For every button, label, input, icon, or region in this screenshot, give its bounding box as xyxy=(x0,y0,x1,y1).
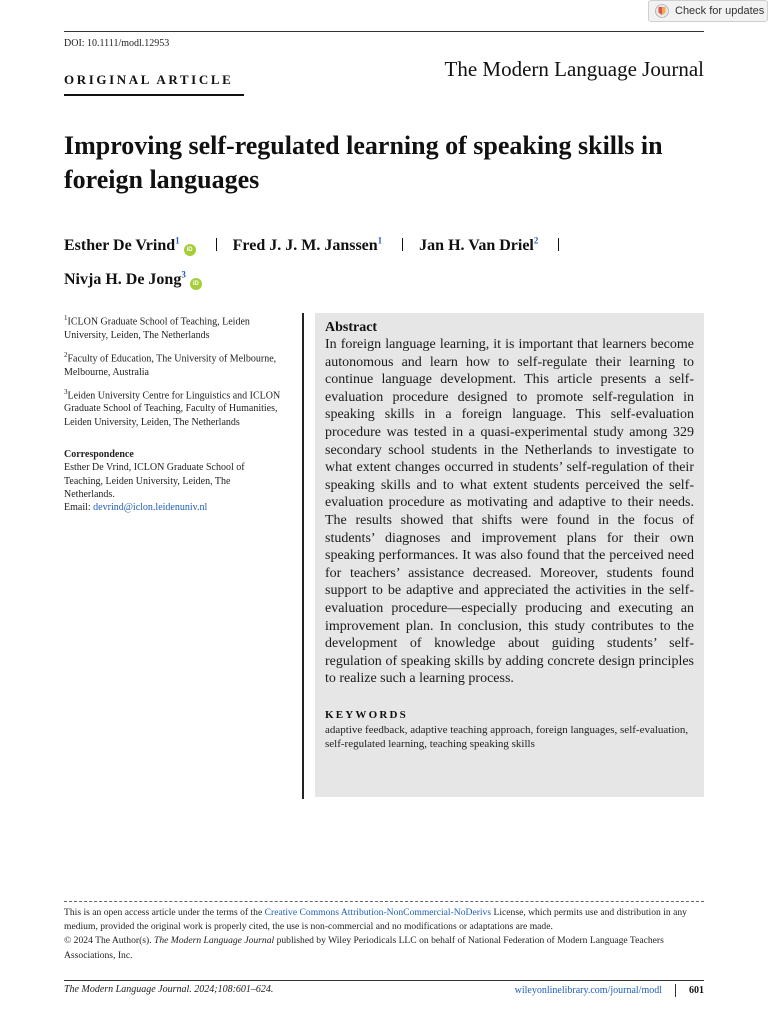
top-rule xyxy=(64,31,704,32)
abstract-body: In foreign language learning, it is important that learners become autonomous and learn how to self-regulate their learning to continue language development. This article presents a self-evaluation procedure designed to promote self-regulation in speaking skills in a foreign language. This self-evaluation procedure was tested in a quasi-experimental study among 329 secondary school students in the Netherlands to investigate to what extent changes occurred in students’ self-regulation of their speaking skills and to what extent students perceived the self-evaluation procedure as motivating and adaptive to their needs. The results showed that shifts were found in the focus of students’ diagnoses and improvement plans for their own speaking performances. It was also found that the perceived need for teachers’ assistance decreased. Moreover, students found support to be adaptive and appreciated the activities in the self-evaluation procedure—especially producing and executing an improvement plan. In conclusion, this study contributes to the development of knowledge about guiding students’ self-regulation of speaking skills by adding concrete design principles to realize such a learning process. xyxy=(325,337,694,687)
article-type: ORIGINAL ARTICLE xyxy=(64,72,234,87)
affiliation-text: ICLON Graduate School of Teaching, Leiden University, Leiden, The Netherlands xyxy=(64,316,250,341)
author-separator xyxy=(558,238,559,251)
affiliation-marker: 2 xyxy=(533,236,539,246)
author[interactable] xyxy=(64,237,196,254)
affiliation-number: 1 xyxy=(64,314,68,322)
license-link[interactable]: Creative Commons Attribution-NonCommercial-NoDerivs xyxy=(264,907,492,918)
copyright-text: © 2024 The Author(s). xyxy=(64,935,154,947)
author-name: Esther De Vrind xyxy=(64,237,176,255)
author[interactable] xyxy=(233,237,383,254)
correspondence-heading: Correspondence xyxy=(64,449,134,461)
footer-separator xyxy=(675,984,676,997)
column-divider xyxy=(302,313,304,799)
article-title: Improving self-regulated learning of speaking skills in foreign languages xyxy=(64,131,663,194)
affiliation-number: 2 xyxy=(64,350,68,359)
affiliation xyxy=(64,386,282,429)
footer-rule xyxy=(64,980,704,981)
doi: DOI: 10.1111/modl.12953 xyxy=(64,38,170,49)
keywords-list: adaptive feedback, adaptive teaching approach, foreign languages, self-evaluation, self-regulated learning, teaching speaking skills xyxy=(325,723,689,750)
abstract-box xyxy=(315,313,704,797)
footnote-divider xyxy=(64,901,704,902)
journal-name: The Modern Language Journal xyxy=(444,57,704,81)
crossmark-icon xyxy=(655,4,669,18)
affiliation-marker: 1 xyxy=(377,236,383,246)
author-list xyxy=(64,227,704,294)
journal-url-link[interactable]: wileyonlinelibrary.com/journal/modl xyxy=(514,985,662,996)
footer-right xyxy=(515,984,704,997)
affiliations-column xyxy=(64,312,282,515)
orcid-icon[interactable]: iD xyxy=(184,244,196,256)
page-number: 601 xyxy=(689,985,704,996)
abstract-heading: Abstract xyxy=(325,320,378,335)
affiliation-marker: 1 xyxy=(175,236,180,246)
affiliation-marker: 3 xyxy=(181,269,186,280)
footer-citation: The Modern Language Journal. 2024;108:601–624. xyxy=(64,984,274,995)
copyright-text: published by Wiley Periodicals LLC on behalf of National Federation of Modern Language Teachers Associations, Inc. xyxy=(64,935,664,961)
license-text: License, which permits use and distribution in any medium, provided the original work is properly cited, the use is non-commercial and no modifications or adaptations are made. xyxy=(64,907,687,933)
email-link[interactable]: devrind@iclon.leidenuniv.nl xyxy=(93,502,208,514)
affiliation-text: Faculty of Education, The University of Melbourne, Melbourne, Australia xyxy=(64,353,277,378)
copyright-journal: The Modern Language Journal xyxy=(153,935,275,947)
author-separator xyxy=(216,238,217,251)
license-text: This is an open access article under the terms of the xyxy=(64,907,265,918)
license-notice xyxy=(64,906,704,963)
author-name: Nivja H. De Jong xyxy=(64,270,182,288)
correspondence-email-line xyxy=(64,501,282,514)
author-name: Fred J. J. M. Janssen xyxy=(232,237,378,255)
author-separator xyxy=(402,238,403,251)
article-type-underline xyxy=(64,94,244,96)
author-name: Jan H. Van Driel xyxy=(419,237,534,255)
affiliation xyxy=(64,312,282,342)
affiliation-text: Leiden University Centre for Linguistics and ICLON Graduate School of Teaching, Faculty of Humanities, Leiden University, Leiden, The Netherlands xyxy=(64,390,281,428)
email-label: Email: xyxy=(64,502,91,514)
author[interactable] xyxy=(64,271,202,288)
correspondence-text: Esther De Vrind, ICLON Graduate School of Teaching, Leiden University, Leiden, The Netherlands. xyxy=(64,462,245,500)
affiliation-number: 3 xyxy=(64,387,68,396)
author[interactable] xyxy=(419,237,538,254)
orcid-icon[interactable]: iD xyxy=(190,278,202,290)
affiliation xyxy=(64,349,282,379)
check-for-updates-label: Check for updates xyxy=(675,5,765,17)
check-for-updates-button[interactable] xyxy=(648,0,768,22)
keywords-heading: KEYWORDS xyxy=(325,708,408,721)
